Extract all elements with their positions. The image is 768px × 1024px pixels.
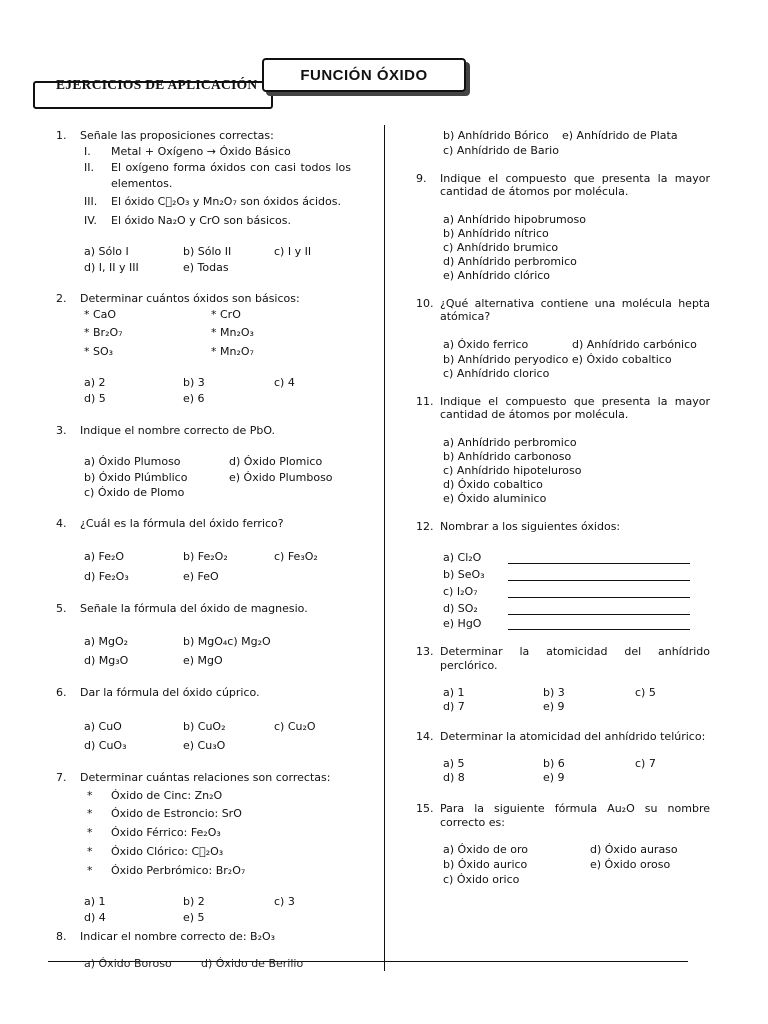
- q7-item-2: Óxido de Estroncio: SrO: [111, 807, 242, 820]
- q8-option-d: d) Óxido de Berilio: [201, 957, 304, 970]
- q9-option-b: b) Anhídrido nítrico: [443, 227, 549, 240]
- q15-option-a: a) Óxido de oro: [443, 843, 528, 856]
- q1-text: Señale las proposiciones correctas:: [80, 129, 274, 142]
- q10-text-1: ¿Qué alternativa contiene una molécula hepta: [440, 297, 710, 310]
- q10-option-b: b) Anhídrido peryodico e) Óxido cobaltico: [443, 353, 672, 366]
- q1-number: 1.: [56, 129, 67, 142]
- q7-item-1: Óxido de Cinc: Zn₂O: [111, 789, 223, 802]
- q1-option-c: c) I y II: [274, 245, 312, 258]
- q12-blank-e[interactable]: [508, 620, 690, 633]
- q14-option-d: d) 8: [443, 771, 465, 784]
- q5-option-b: b) MgO₄c) Mg₂O: [183, 635, 271, 648]
- q9-text-1: Indique el compuesto que presenta la mayor: [440, 172, 710, 185]
- q7-option-c: c) 3: [274, 895, 295, 908]
- q1-option-a: a) Sólo I: [84, 245, 129, 258]
- q8-option-e: e) Anhídrido de Plata: [562, 129, 678, 142]
- q13-option-a: a) 1: [443, 686, 465, 699]
- q3-option-a: a) Óxido Plumoso: [84, 455, 181, 468]
- q7-bullet-3: *: [87, 826, 93, 839]
- q4-number: 4.: [56, 517, 67, 530]
- q4-option-b: b) Fe₂O₂: [183, 550, 228, 563]
- q14-option-a: a) 5: [443, 757, 465, 770]
- q1-roman-3: III.: [84, 195, 98, 208]
- q11-option-e: e) Óxido aluminico: [443, 492, 547, 505]
- q12-option-d: d) SO₂: [443, 602, 478, 615]
- q2-option-c: c) 4: [274, 376, 295, 389]
- q15-option-c: c) Óxido orico: [443, 873, 520, 886]
- q15-option-d: d) Óxido auraso: [590, 843, 678, 856]
- q6-number: 6.: [56, 686, 67, 699]
- q2-item-5: * SO₃: [84, 345, 114, 358]
- q9-text-2: cantidad de átomos por molécula.: [440, 185, 629, 198]
- q2-item-2: * CrO: [211, 308, 241, 321]
- q14-option-b: b) 6: [543, 757, 565, 770]
- q15-text-2: correcto es:: [440, 816, 505, 829]
- q12-blank-c[interactable]: [508, 588, 690, 601]
- q1-roman-4: IV.: [84, 214, 97, 227]
- q1-option-b: b) Sólo II: [183, 245, 232, 258]
- q15-text-1: Para la siguiente fórmula Au₂O su nombre: [440, 802, 710, 815]
- q6-text: Dar la fórmula del óxido cúprico.: [80, 686, 260, 699]
- q4-option-a: a) Fe₂O: [84, 550, 125, 563]
- q3-option-b: b) Óxido Plúmblico: [84, 471, 188, 484]
- q12-number: 12.: [416, 520, 434, 533]
- q12-blank-d[interactable]: [508, 605, 690, 618]
- q2-text: Determinar cuántos óxidos son básicos:: [80, 292, 300, 305]
- q12-text: Nombrar a los siguientes óxidos:: [440, 520, 621, 533]
- q1-item-4: El óxido Na₂O y CrO son básicos.: [111, 214, 292, 227]
- q13-option-b: b) 3: [543, 686, 565, 699]
- q13-text-1: Determinar la atomicidad del anhídrido: [440, 645, 710, 658]
- q13-text-2: perclórico.: [440, 659, 498, 672]
- q10-option-a: a) Óxido ferrico: [443, 338, 529, 351]
- q11-option-d: d) Óxido cobaltico: [443, 478, 543, 491]
- q2-item-3: * Br₂O₇: [84, 326, 123, 339]
- q11-text-2: cantidad de átomos por molécula.: [440, 408, 629, 421]
- q3-option-c: c) Óxido de Plomo: [84, 486, 185, 499]
- q2-item-1: * CaO: [84, 308, 117, 321]
- q3-text: Indique el nombre correcto de PbO.: [80, 424, 276, 437]
- q13-option-d: d) 7: [443, 700, 465, 713]
- q5-option-d: d) Mg₃O: [84, 654, 129, 667]
- q15-option-e: e) Óxido oroso: [590, 858, 671, 871]
- q5-option-e: e) MgO: [183, 654, 223, 667]
- q11-option-c: c) Anhídrido hipoteluroso: [443, 464, 582, 477]
- q7-item-4: Óxido Clórico: C⃞₂O₃: [111, 845, 224, 858]
- q3-number: 3.: [56, 424, 67, 437]
- q1-item-1: Metal + Oxígeno → Óxido Básico: [111, 145, 291, 158]
- page-title: [262, 58, 466, 92]
- page-subtitle: EJERCICIOS DE APLICACIÓN: [56, 77, 258, 92]
- q2-item-4: * Mn₂O₃: [211, 326, 254, 339]
- q8-option-b: b) Anhídrido Bórico: [443, 129, 549, 142]
- q7-option-b: b) 2: [183, 895, 205, 908]
- q3-option-e: e) Óxido Plumboso: [229, 471, 333, 484]
- q14-option-c: c) 7: [635, 757, 656, 770]
- q8-number: 8.: [56, 930, 67, 943]
- q6-option-b: b) CuO₂: [183, 720, 226, 733]
- q14-text: Determinar la atomicidad del anhídrido telúrico:: [440, 730, 706, 743]
- q2-number: 2.: [56, 292, 67, 305]
- q1-item-3: El óxido C⃞₂O₃ y Mn₂O₇ son óxidos ácidos.: [111, 195, 341, 208]
- q5-option-a: a) MgO₂: [84, 635, 129, 648]
- q1-item-2: El oxígeno forma óxidos con casi todos los: [111, 161, 351, 174]
- q9-option-e: e) Anhídrido clórico: [443, 269, 551, 282]
- q7-bullet-1: *: [87, 789, 93, 802]
- q5-text: Señale la fórmula del óxido de magnesio.: [80, 602, 308, 615]
- q10-number: 10.: [416, 297, 434, 310]
- q7-item-5: Óxido Perbrómico: Br₂O₇: [111, 864, 246, 877]
- q6-option-a: a) CuO: [84, 720, 122, 733]
- q5-number: 5.: [56, 602, 67, 615]
- q1-option-e: e) Todas: [183, 261, 229, 274]
- q12-option-e: e) HgO: [443, 617, 482, 630]
- q11-number: 11.: [416, 395, 434, 408]
- q10-option-d: d) Anhídrido carbónico: [572, 338, 697, 351]
- q7-number: 7.: [56, 771, 67, 784]
- page-title-text: FUNCIÓN ÓXIDO: [300, 66, 428, 84]
- q1-roman-1: I.: [84, 145, 91, 158]
- q12-option-c: c) I₂O₇: [443, 585, 478, 598]
- q12-blank-b[interactable]: [508, 571, 690, 584]
- q4-option-c: c) Fe₃O₂: [274, 550, 318, 563]
- q8-option-c: c) Anhídrido de Bario: [443, 144, 559, 157]
- q13-number: 13.: [416, 645, 434, 658]
- q8-option-a: a) Óxido Boroso: [84, 957, 172, 970]
- q4-option-e: e) FeO: [183, 570, 219, 583]
- column-divider: [384, 125, 385, 971]
- q7-text: Determinar cuántas relaciones son correctas:: [80, 771, 331, 784]
- q10-text-2: atómica?: [440, 310, 491, 323]
- q15-option-b: b) Óxido aurico: [443, 858, 528, 871]
- q2-option-b: b) 3: [183, 376, 205, 389]
- q4-text: ¿Cuál es la fórmula del óxido ferrico?: [80, 517, 284, 530]
- q12-blank-a[interactable]: [508, 554, 690, 567]
- q14-number: 14.: [416, 730, 434, 743]
- q7-option-a: a) 1: [84, 895, 106, 908]
- q1-item-2-cont: elementos.: [111, 177, 173, 190]
- q7-bullet-4: *: [87, 845, 93, 858]
- q1-option-d: d) I, II y III: [84, 261, 139, 274]
- q12-option-a: a) Cl₂O: [443, 551, 482, 564]
- q6-option-d: d) CuO₃: [84, 739, 127, 752]
- q7-option-e: e) 5: [183, 911, 205, 924]
- q10-option-c: c) Anhídrido clorico: [443, 367, 550, 380]
- q1-roman-2: II.: [84, 161, 94, 174]
- q12-option-b: b) SeO₃: [443, 568, 485, 581]
- q7-bullet-5: *: [87, 864, 93, 877]
- q11-option-b: b) Anhídrido carbonoso: [443, 450, 572, 463]
- q13-option-e: e) 9: [543, 700, 565, 713]
- q14-option-e: e) 9: [543, 771, 565, 784]
- q11-option-a: a) Anhídrido perbromico: [443, 436, 577, 449]
- q7-item-3: Óxido Férrico: Fe₂O₃: [111, 826, 221, 839]
- q2-option-e: e) 6: [183, 392, 205, 405]
- q11-text-1: Indique el compuesto que presenta la mayor: [440, 395, 710, 408]
- q4-option-d: d) Fe₂O₃: [84, 570, 129, 583]
- q9-number: 9.: [416, 172, 427, 185]
- q6-option-e: e) Cu₃O: [183, 739, 226, 752]
- q9-option-c: c) Anhídrido brumico: [443, 241, 559, 254]
- q9-option-d: d) Anhídrido perbromico: [443, 255, 577, 268]
- q7-bullet-2: *: [87, 807, 93, 820]
- q8-text: Indicar el nombre correcto de: B₂O₃: [80, 930, 276, 943]
- q13-option-c: c) 5: [635, 686, 656, 699]
- q7-option-d: d) 4: [84, 911, 106, 924]
- q6-option-c: c) Cu₂O: [274, 720, 316, 733]
- q2-item-6: * Mn₂O₇: [211, 345, 254, 358]
- q3-option-d: d) Óxido Plomico: [229, 455, 323, 468]
- q9-option-a: a) Anhídrido hipobrumoso: [443, 213, 586, 226]
- q2-option-d: d) 5: [84, 392, 106, 405]
- q15-number: 15.: [416, 802, 434, 815]
- q2-option-a: a) 2: [84, 376, 106, 389]
